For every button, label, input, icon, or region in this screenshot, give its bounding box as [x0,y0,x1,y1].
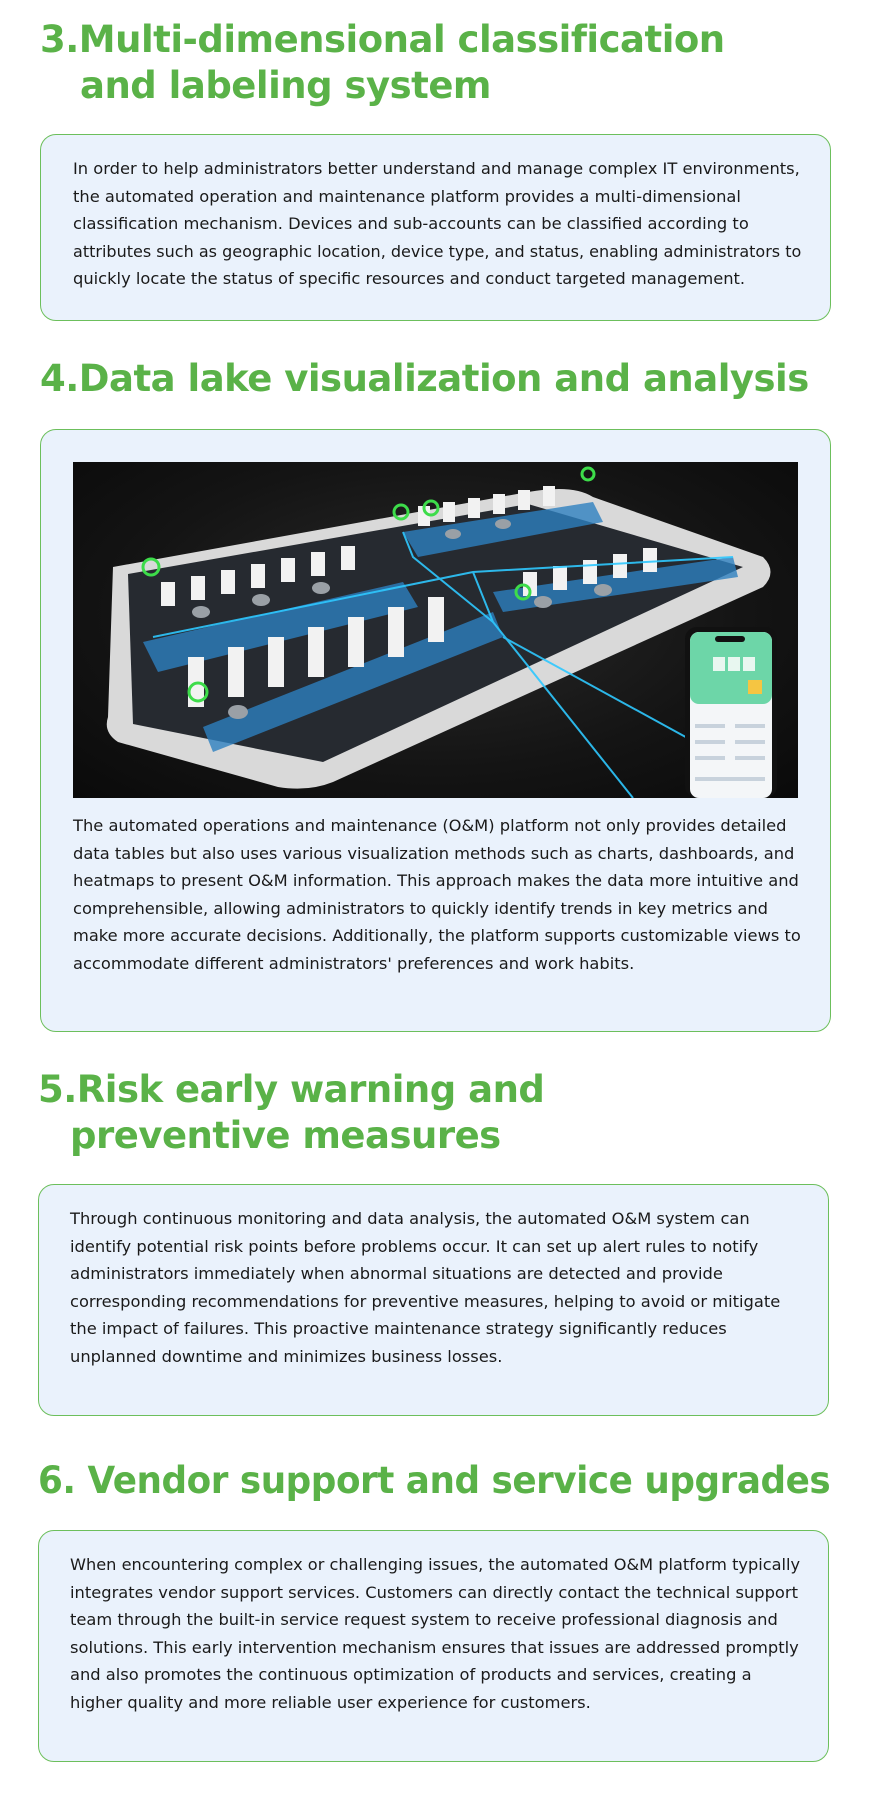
paragraph-line: solutions. This early intervention mechanism ensures that issues are addressed promptly [70,1637,799,1657]
paragraph-line: quickly locate the status of specific resources and conduct targeted management. [73,269,746,288]
paragraph-line: integrates vendor support services. Customers can directly contact the technical support [70,1582,798,1602]
paragraph-line: corresponding recommendations for preventive measures, helping to avoid or mitigate [70,1291,781,1311]
section-5-heading-line1: 5.Risk early warning and [38,1068,545,1111]
section-3-heading-line2: and labeling system [80,64,491,107]
section-3-paragraph [73,155,801,293]
paragraph-line: higher quality and more reliable user experience for customers. [70,1692,591,1712]
section-5-paragraph [70,1205,800,1370]
paragraph-line: When encountering complex or challenging issues, the automated O&M platform typically [70,1555,801,1574]
section-4-paragraph [73,812,801,977]
section-6-heading [38,1458,857,1504]
paragraph-line: the impact of failures. This proactive maintenance strategy significantly reduces [70,1319,727,1338]
paragraph-line: and also promotes the continuous optimization of products and services, creating a [70,1665,752,1684]
paragraph-line: heatmaps to present O&M information. This approach makes the data more intuitive and [73,871,799,890]
paragraph-line: attributes such as geographic location, device type, and status, enabling administrators to [73,241,802,261]
paragraph-line: administrators immediately when abnormal situations are detected and provide [70,1264,723,1283]
paragraph-line: In order to help administrators better understand and manage complex IT environments, [73,159,800,178]
paragraph-line: identify potential risk points before problems occur. It can set up alert rules to notify [70,1236,759,1256]
paragraph-line: unplanned downtime and minimizes business losses. [70,1346,503,1366]
section-6-heading-line1: 6. Vendor support and service upgrades [38,1459,831,1502]
section-3-heading [40,17,725,109]
section-6-paragraph [70,1551,800,1716]
paragraph-line: data tables but also uses various visualization methods such as charts, dashboards, and [73,843,795,863]
paragraph-line: comprehensible, allowing administrators to quickly identify trends in key metrics and [73,898,768,918]
section-4-heading-line1: 4.Data lake visualization and analysis [40,357,809,400]
paragraph-line: accommodate different administrators' preferences and work habits. [73,953,635,973]
section-5-heading [38,1067,544,1159]
paragraph-line: the automated operation and maintenance platform provides a multi-dimensional [73,186,741,206]
section-4-heading [40,356,809,402]
paragraph-line: team through the built-in service request system to receive professional diagnosis and [70,1610,778,1629]
paragraph-line: Through continuous monitoring and data analysis, the automated O&M system can [70,1209,750,1228]
paragraph-line: make more accurate decisions. Additionally, the platform supports customizable views to [73,926,801,945]
section-3-heading-line1: 3.Multi-dimensional classification [40,18,725,61]
paragraph-line: The automated operations and maintenance (O&M) platform not only provides detailed [73,816,787,835]
paragraph-line: classification mechanism. Devices and sub-accounts can be classified according to [73,214,749,233]
section-5-heading-line2: preventive measures [70,1114,501,1157]
parking-lot-charging-station-image [73,462,798,798]
